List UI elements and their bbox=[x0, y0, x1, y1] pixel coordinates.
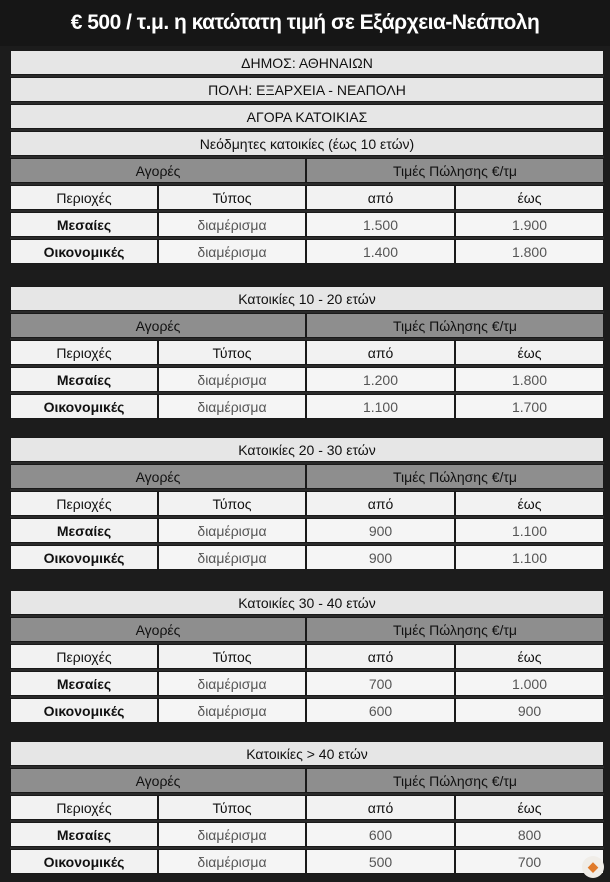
municipality-label: ΔΗΜΟΣ: ΑΘΗΝΑΙΩΝ bbox=[10, 50, 604, 75]
from-cell: 1.100 bbox=[306, 394, 455, 419]
to-cell: 700 bbox=[455, 849, 604, 874]
areas-header: Περιοχές bbox=[10, 185, 158, 210]
from-cell: 1.400 bbox=[306, 239, 455, 264]
table-row bbox=[10, 212, 604, 237]
table-row bbox=[10, 239, 604, 264]
section-title: Κατοικίες > 40 ετών bbox=[10, 741, 604, 766]
type-header: Τύπος bbox=[158, 185, 306, 210]
from-cell: 900 bbox=[306, 545, 455, 570]
to-cell: 1.100 bbox=[455, 545, 604, 570]
type-cell: διαμέρισμα bbox=[158, 849, 306, 874]
area-cell: Μεσαίες bbox=[10, 671, 158, 696]
to-header: έως bbox=[455, 644, 604, 669]
type-cell: διαμέρισμα bbox=[158, 545, 306, 570]
from-cell: 600 bbox=[306, 822, 455, 847]
markets-header: Αγορές bbox=[10, 617, 306, 642]
table-section-new bbox=[10, 50, 604, 264]
table-section-10-20 bbox=[10, 286, 604, 419]
watermark-icon: ◆ bbox=[582, 856, 604, 878]
table-row bbox=[10, 545, 604, 570]
area-cell: Μεσαίες bbox=[10, 212, 158, 237]
section-title: Κατοικίες 20 - 30 ετών bbox=[10, 437, 604, 462]
to-header: έως bbox=[455, 340, 604, 365]
to-cell: 1.800 bbox=[455, 239, 604, 264]
section-title: Κατοικίες 10 - 20 ετών bbox=[10, 286, 604, 311]
type-cell: διαμέρισμα bbox=[158, 698, 306, 723]
to-header: έως bbox=[455, 491, 604, 516]
table-row bbox=[10, 518, 604, 543]
area-cell: Μεσαίες bbox=[10, 518, 158, 543]
prices-header: Τιμές Πώλησης €/τμ bbox=[306, 158, 604, 183]
to-header: έως bbox=[455, 795, 604, 820]
type-cell: διαμέρισμα bbox=[158, 518, 306, 543]
area-cell: Οικονομικές bbox=[10, 849, 158, 874]
type-cell: διαμέρισμα bbox=[158, 394, 306, 419]
area-cell: Μεσαίες bbox=[10, 367, 158, 392]
from-cell: 900 bbox=[306, 518, 455, 543]
from-header: από bbox=[306, 491, 455, 516]
to-cell: 1.900 bbox=[455, 212, 604, 237]
from-header: από bbox=[306, 795, 455, 820]
to-cell: 1.100 bbox=[455, 518, 604, 543]
area-cell: Οικονομικές bbox=[10, 239, 158, 264]
table-row bbox=[10, 671, 604, 696]
prices-header: Τιμές Πώλησης €/τμ bbox=[306, 768, 604, 793]
table-row bbox=[10, 698, 604, 723]
from-header: από bbox=[306, 644, 455, 669]
markets-header: Αγορές bbox=[10, 464, 306, 489]
markets-header: Αγορές bbox=[10, 158, 306, 183]
prices-header: Τιμές Πώλησης €/τμ bbox=[306, 617, 604, 642]
area-cell: Οικονομικές bbox=[10, 545, 158, 570]
table-section-40-plus bbox=[10, 741, 604, 874]
table-section-30-40 bbox=[10, 590, 604, 723]
to-header: έως bbox=[455, 185, 604, 210]
to-cell: 900 bbox=[455, 698, 604, 723]
type-header: Τύπος bbox=[158, 795, 306, 820]
section-title: Νεόδμητες κατοικίες (έως 10 ετών) bbox=[10, 131, 604, 156]
type-header: Τύπος bbox=[158, 340, 306, 365]
from-cell: 1.200 bbox=[306, 367, 455, 392]
table-section-20-30 bbox=[10, 437, 604, 570]
to-cell: 1.000 bbox=[455, 671, 604, 696]
table-row bbox=[10, 367, 604, 392]
table-row bbox=[10, 849, 604, 874]
from-cell: 500 bbox=[306, 849, 455, 874]
table-row bbox=[10, 394, 604, 419]
from-cell: 600 bbox=[306, 698, 455, 723]
areas-header: Περιοχές bbox=[10, 644, 158, 669]
type-cell: διαμέρισμα bbox=[158, 367, 306, 392]
areas-header: Περιοχές bbox=[10, 795, 158, 820]
areas-header: Περιοχές bbox=[10, 340, 158, 365]
area-cell: Οικονομικές bbox=[10, 394, 158, 419]
prices-header: Τιμές Πώλησης €/τμ bbox=[306, 313, 604, 338]
type-cell: διαμέρισμα bbox=[158, 212, 306, 237]
section-title: Κατοικίες 30 - 40 ετών bbox=[10, 590, 604, 615]
to-cell: 1.700 bbox=[455, 394, 604, 419]
prices-header: Τιμές Πώλησης €/τμ bbox=[306, 464, 604, 489]
type-cell: διαμέρισμα bbox=[158, 671, 306, 696]
type-header: Τύπος bbox=[158, 491, 306, 516]
type-header: Τύπος bbox=[158, 644, 306, 669]
markets-header: Αγορές bbox=[10, 768, 306, 793]
areas-header: Περιοχές bbox=[10, 491, 158, 516]
to-cell: 1.800 bbox=[455, 367, 604, 392]
area-cell: Μεσαίες bbox=[10, 822, 158, 847]
area-cell: Οικονομικές bbox=[10, 698, 158, 723]
from-cell: 1.500 bbox=[306, 212, 455, 237]
from-header: από bbox=[306, 185, 455, 210]
table-row bbox=[10, 822, 604, 847]
from-cell: 700 bbox=[306, 671, 455, 696]
to-cell: 800 bbox=[455, 822, 604, 847]
markets-header: Αγορές bbox=[10, 313, 306, 338]
type-cell: διαμέρισμα bbox=[158, 822, 306, 847]
market-label: ΑΓΟΡΑ ΚΑΤΟΙΚΙΑΣ bbox=[10, 104, 604, 129]
type-cell: διαμέρισμα bbox=[158, 239, 306, 264]
city-label: ΠΟΛΗ: ΕΞΑΡΧΕΙΑ - ΝΕΑΠΟΛΗ bbox=[10, 77, 604, 102]
page-title: € 500 / τ.μ. η κατώτατη τιμή σε Εξάρχεια-Νεάπολη bbox=[0, 0, 610, 46]
from-header: από bbox=[306, 340, 455, 365]
